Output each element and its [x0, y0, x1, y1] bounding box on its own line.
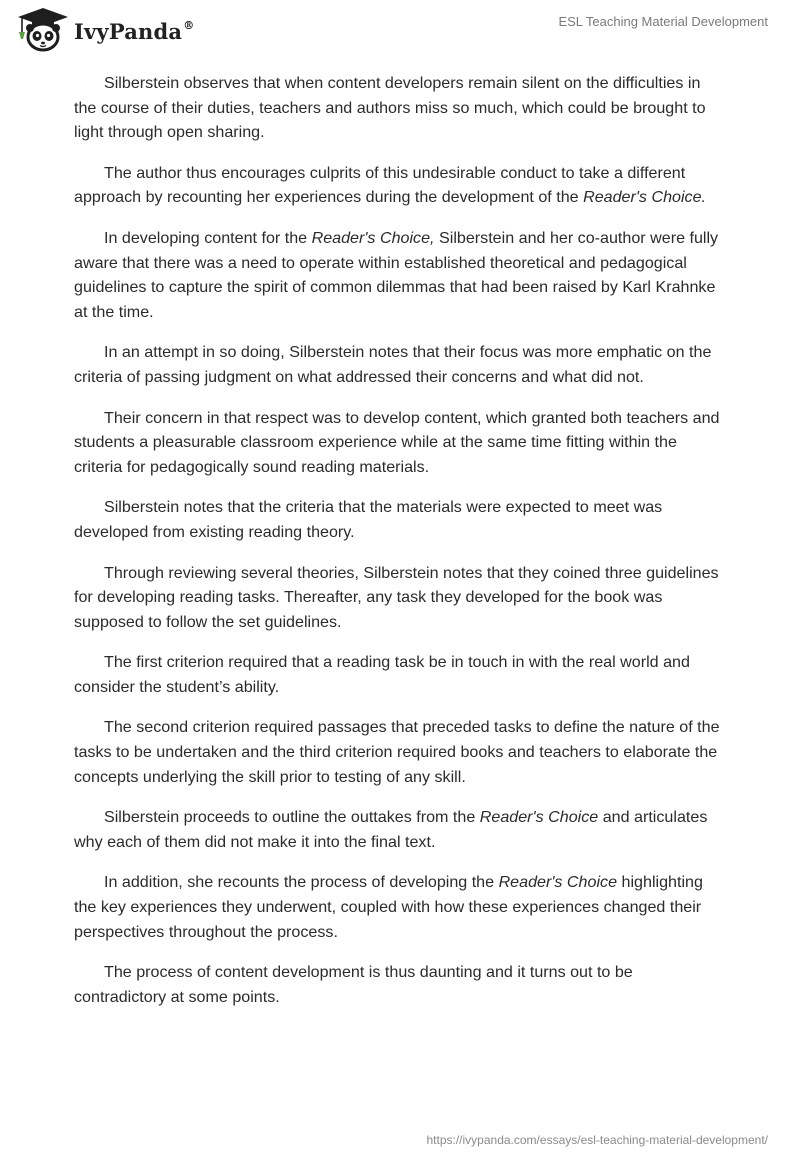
paragraph: The first criterion required that a reading task be in touch in with the real world and consider the student’s ability.: [74, 653, 690, 696]
paragraph: The process of content development is thus daunting and it turns out to be contradictory at some points.: [74, 963, 633, 1006]
paragraph: Silberstein notes that the criteria that the materials were expected to meet was developed from existing reading theory.: [74, 498, 663, 541]
essay-body: [74, 71, 724, 1025]
book-title: Reader's Choice: [479, 808, 599, 827]
book-title: Reader's Choice,: [311, 228, 435, 247]
document-title: ESL Teaching Material Development: [558, 14, 768, 29]
paragraph: The author thus encourages culprits of this undesirable conduct to take a different approach by recounting her experiences during the development of the Reader's Choice.: [74, 163, 707, 207]
paragraph: Through reviewing several theories, Silberstein notes that they coined three guidelines for developing reading tasks. Thereafter, any task they developed for the book was supposed to follow the set guidelines.: [74, 563, 719, 631]
source-url[interactable]: https://ivypanda.com/essays/esl-teaching-material-development/: [426, 1133, 768, 1147]
paragraph: In an attempt in so doing, Silberstein notes that their focus was more emphatic on the criteria of passing judgment on what addressed their concerns and what did not.: [74, 343, 712, 386]
paragraph: Silberstein observes that when content developers remain silent on the difficulties in the course of their duties, teachers and authors miss so much, which could be brought to light through open sharing.: [74, 74, 706, 142]
paragraph: Silberstein proceeds to outline the outtakes from the Reader's Choice and articulates why each of them did not make it into the final text.: [74, 808, 708, 851]
book-title: Reader's Choice.: [583, 188, 707, 207]
panda-graduate-icon: [14, 6, 72, 54]
page-header: [0, 0, 800, 60]
book-title: Reader's Choice: [498, 873, 618, 892]
paragraph: The second criterion required passages that preceded tasks to define the nature of the tasks to be undertaken and the third criterion required books and teachers to elaborate the concepts underlying the skill prior to testing of any skill.: [74, 718, 720, 786]
paragraph: Their concern in that respect was to develop content, which granted both teachers and students a pleasurable classroom experience while at the same time fitting within the criteria for pedagogically sound reading materials.: [74, 408, 720, 476]
logo[interactable]: [14, 8, 194, 52]
paragraph: In addition, she recounts the process of developing the Reader's Choice highlighting the key experiences they underwent, coupled with how these experiences changed their perspectives throughout the process.: [74, 873, 703, 941]
paragraph: In developing content for the Reader's Choice, Silberstein and her co-author were fully aware that there was a need to operate within established theoretical and pedagogical guidelines to capture the spirit of common dilemmas that had been raised by Karl Krahnke at the time.: [74, 228, 719, 321]
brand-name: IvyPanda®: [74, 18, 195, 44]
